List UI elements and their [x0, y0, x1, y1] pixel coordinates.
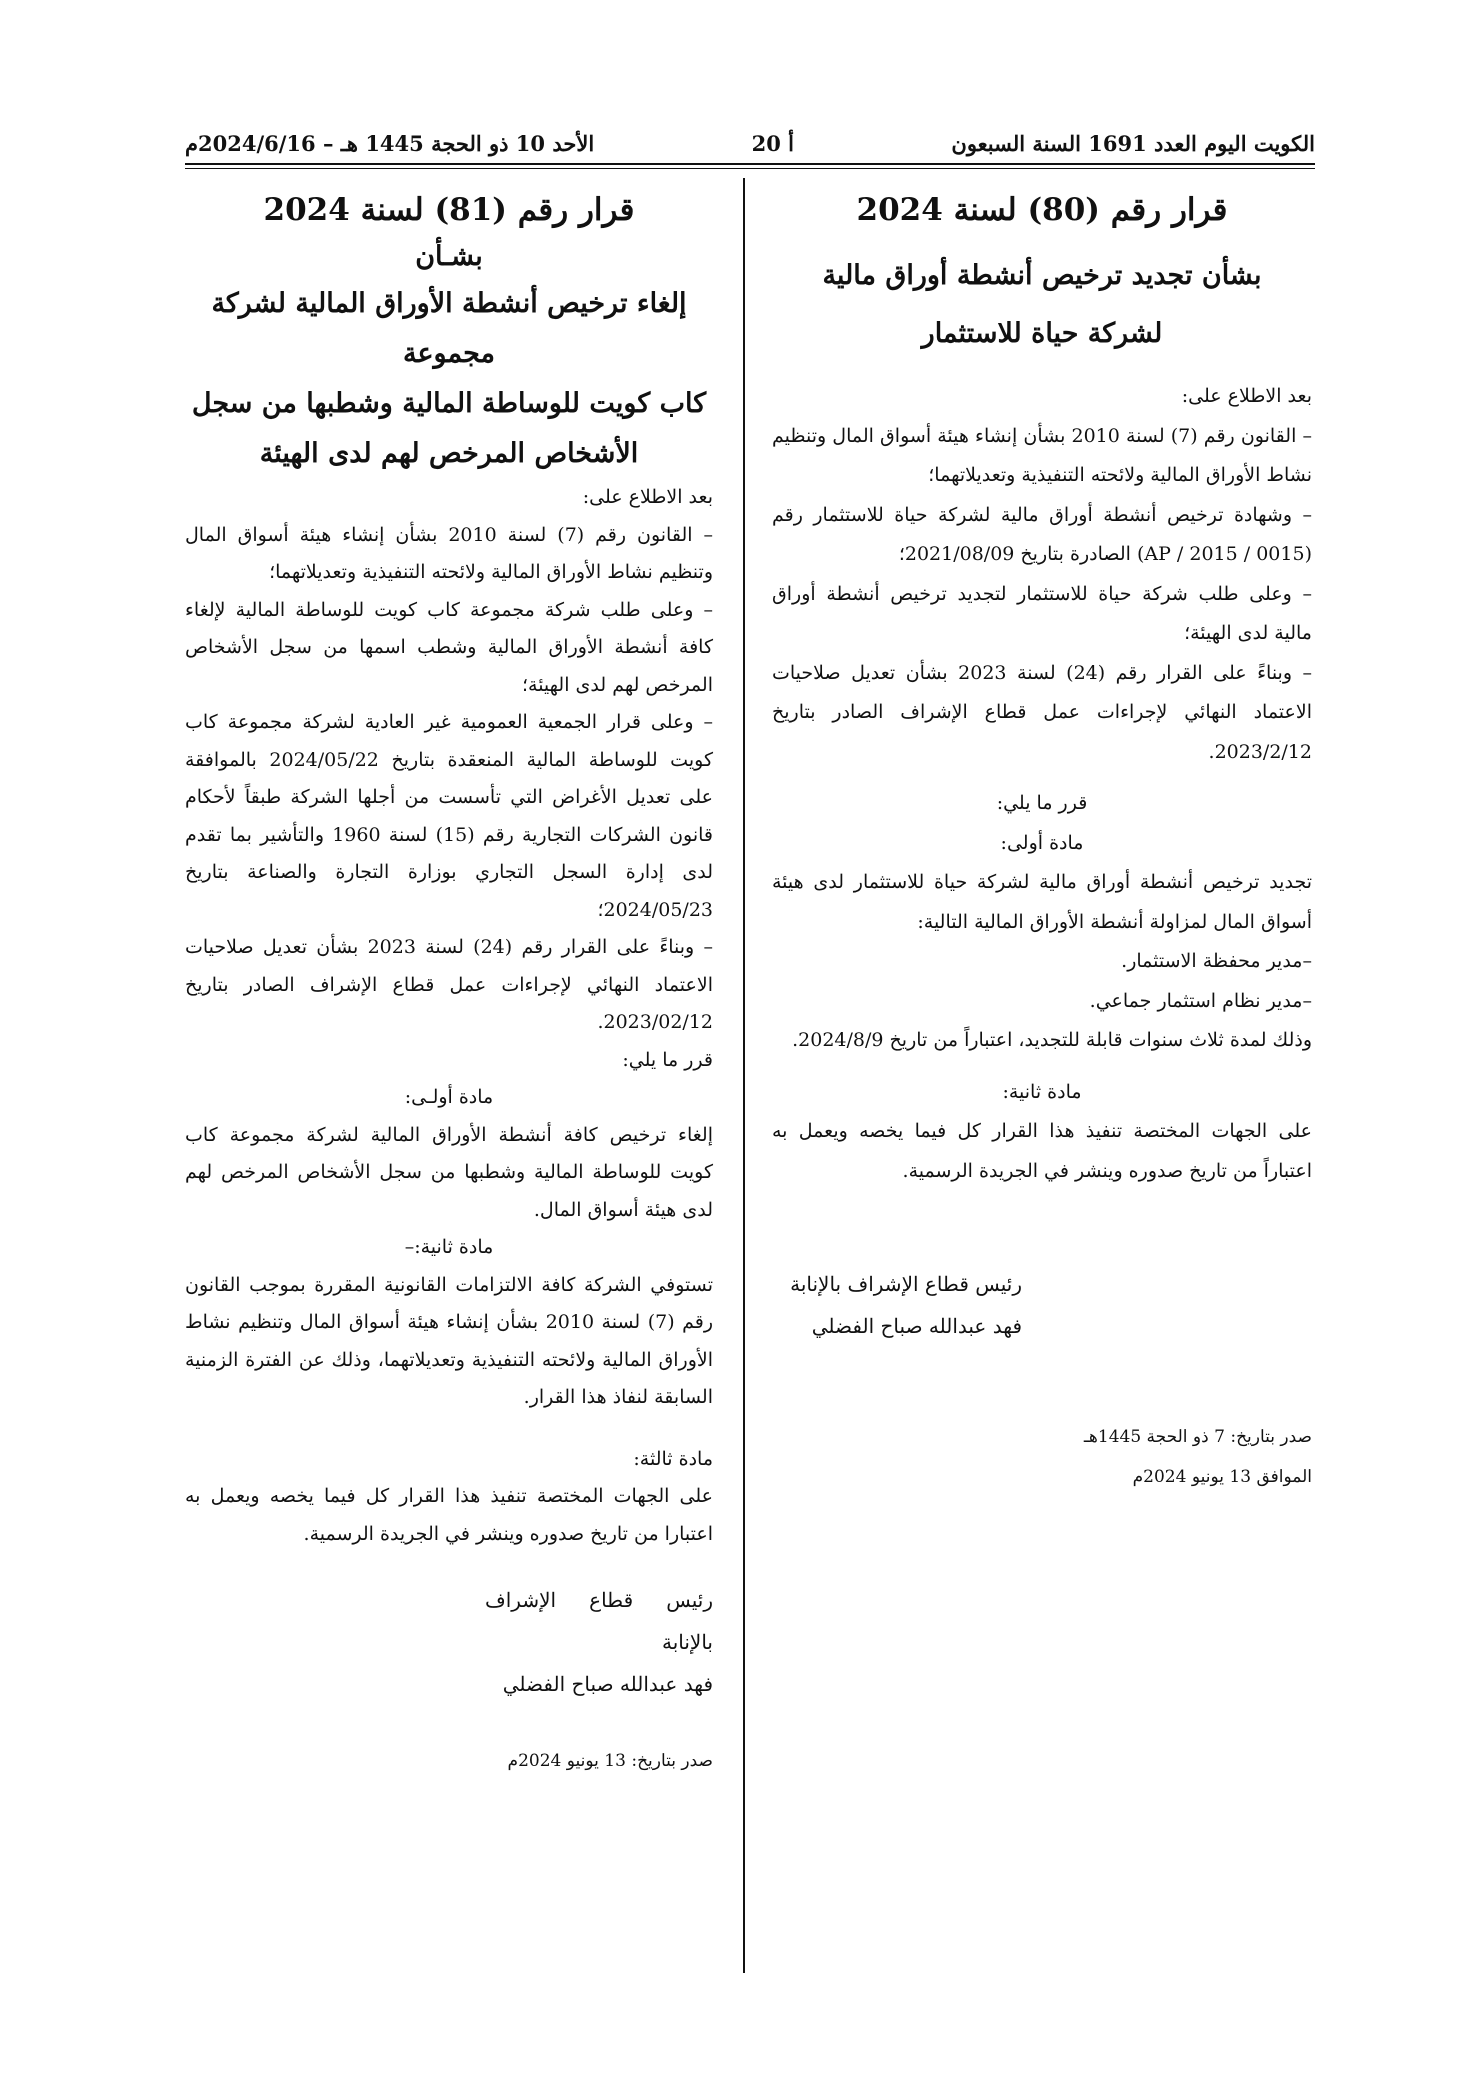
header-rule-thick	[185, 163, 1315, 165]
decision-81-intro: بعد الاطلاع على:	[582, 486, 713, 508]
gazette-issue: الكويت اليوم العدد 1691 السنة السبعون	[951, 131, 1315, 156]
decision-80-item-2: –مدير نظام استثمار جماعي.	[1089, 989, 1312, 1012]
decision-81-article-2-text: تستوفي الشركة كافة الالتزامات القانونية المقررة بموجب القانون رقم (7) لسنة 2010 بشأن إنشاء هيئة أسواق المال وتنظيم نشاط الأوراق المالية ولائحته التنفيذية وتعديلاتهما، وذلك عن الفترة الزمنية السابقة لنفاذ هذا القرار.	[185, 1273, 714, 1408]
decision-80-intro: بعد الاطلاع على:	[1181, 385, 1312, 407]
decision-81-recital-4: – وبناءً على القرار رقم (24) لسنة 2023 بشأن تعديل صلاحيات الاعتماد النهائي لإجراءات عمل قطاع الإشراف الصادر بتاريخ 2023/02/12.	[185, 936, 714, 1033]
decision-80-article-2-text: على الجهات المختصة تنفيذ هذا القرار كل فيما يخصه ويعمل به اعتباراً من تاريخ صدوره وينشر في الجريدة الرسمية.	[772, 1120, 1312, 1182]
decision-80-signature	[772, 1263, 1022, 1347]
decision-81-article-3-title: مادة ثالثة:	[633, 1447, 713, 1470]
decision-81-recital-1: – القانون رقم (7) لسنة 2010 بشأن إنشاء هيئة أسواق المال وتنظيم نشاط الأوراق المالية ولائحته التنفيذية وتعديلاتهما؛	[185, 523, 713, 583]
issue-date: الأحد 10 ذو الحجة 1445 هـ – 2024/6/16م	[185, 131, 595, 156]
decision-80-signatory-name: فهد عبدالله صباح الفضلي	[811, 1314, 1022, 1338]
decision-81-recital-3: – وعلى قرار الجمعية العمومية غير العادية لشركة مجموعة كاب كويت للوساطة المالية المنعقدة بتاريخ 2024/05/22 بالموافقة على تعديل الأغراض التي تأسست من أجلها الشركة طبقاً لأحكام قانون الشركات التجارية رقم (15) لسنة 1960 والتأشير بما تقدم لدى إدارة السجل التجاري بوزارة التجارة والصناعة بتاريخ 2024/05/23؛	[185, 711, 714, 921]
column-divider	[743, 178, 745, 1973]
decision-81-recital-2: – وعلى طلب شركة مجموعة كاب كويت للوساطة المالية لإلغاء كافة أنشطة الأوراق المالية وشطب اسمها من سجل الأشخاص المرخص لهم لدى الهيئة؛	[185, 598, 713, 696]
decision-81-decided: قرر ما يلي:	[622, 1048, 713, 1071]
decision-81-signatory-name: فهد عبدالله صباح الفضلي	[502, 1672, 713, 1696]
decision-80-recital-4: – وبناءً على القرار رقم (24) لسنة 2023 بشأن تعديل صلاحيات الاعتماد النهائي لإجراءات عمل قطاع الإشراف الصادر بتاريخ 2023/2/12.	[772, 661, 1313, 763]
decision-81-article-3-text: على الجهات المختصة تنفيذ هذا القرار كل فيما يخصه ويعمل به اعتبارا من تاريخ صدوره وينشر في الجريدة الرسمية.	[185, 1485, 713, 1545]
decision-81-article-2-title: مادة ثانية:–	[404, 1236, 494, 1258]
decision-80	[772, 185, 1312, 1497]
decision-81-article-1-text: إلغاء ترخيص كافة أنشطة الأوراق المالية لشركة مجموعة كاب كويت للوساطة المالية وشطبها من سجل الأشخاص المرخص لهم لدى هيئة أسواق المال.	[185, 1123, 713, 1221]
decision-80-item-1: –مدير محفظة الاستثمار.	[1121, 950, 1312, 972]
decision-80-article-1-title: مادة أولى:	[1000, 831, 1084, 854]
decision-80-issued-hijri: صدر بتاريخ: 7 ذو الحجة 1445هـ	[1083, 1427, 1312, 1447]
decision-81-subject-line-3: الأشخاص المرخص لهم لدى الهيئة	[259, 438, 639, 469]
header-rule-thin	[185, 168, 1315, 169]
decision-80-subject-line-2: لشركة حياة للاستثمار	[921, 318, 1163, 349]
decision-80-decided: قرر ما يلي:	[996, 792, 1088, 814]
decision-81-subject-line-2: كاب كويت للوساطة المالية وشطبها من سجل	[191, 388, 707, 419]
page-header	[185, 120, 1315, 156]
page-number: أ 20	[751, 131, 794, 156]
decision-80-article-2-title: مادة ثانية:	[1002, 1080, 1082, 1103]
decision-80-recital-1: – القانون رقم (7) لسنة 2010 بشأن إنشاء هيئة أسواق المال وتنظيم نشاط الأوراق المالية ولائحته التنفيذية وتعديلاتهما؛	[772, 424, 1312, 486]
decision-81-title: قرار رقم (81) لسنة 2024	[263, 192, 635, 228]
decision-81-signatory-role: رئيس قطاع الإشراف بالإنابة	[485, 1588, 713, 1654]
decision-80-subject-line-1: بشأن تجديد ترخيص أنشطة أوراق مالية	[822, 260, 1262, 291]
decision-81	[185, 185, 713, 1781]
decision-81-article-1-title: مادة أولـى:	[404, 1086, 494, 1108]
decision-81-issued: صدر بتاريخ: 13 يونيو 2024م	[507, 1751, 713, 1771]
decision-80-issued	[772, 1417, 1312, 1497]
decision-81-subject-line-1: إلغاء ترخيص أنشطة الأوراق المالية لشركة مجموعة	[211, 288, 687, 369]
decision-80-signatory-role: رئيس قطاع الإشراف بالإنابة	[790, 1272, 1022, 1296]
decision-80-article-1-text: تجديد ترخيص أنشطة أوراق مالية لشركة حياة للاستثمار لدى هيئة أسواق المال لمزاولة أنشطة الأوراق المالية التالية:	[772, 871, 1312, 933]
decision-80-recital-3: – وعلى طلب شركة حياة للاستثمار لتجديد ترخيص أنشطة أوراق مالية لدى الهيئة؛	[772, 582, 1312, 644]
decision-80-recital-2: – وشهادة ترخيص أنشطة أوراق مالية لشركة حياة للاستثمار رقم (0015 / 2015 / AP) الصادرة بتاريخ 2021/08/09؛	[772, 503, 1312, 565]
decision-80-issued-gregorian: الموافق 13 يونيو 2024م	[1132, 1467, 1312, 1487]
decision-81-signature	[485, 1579, 713, 1705]
decision-80-title: قرار رقم (80) لسنة 2024	[856, 192, 1228, 228]
decision-80-article-1-tail: وذلك لمدة ثلاث سنوات قابلة للتجديد، اعتباراً من تاريخ 2024/8/9.	[792, 1029, 1312, 1051]
decision-81-regarding: بشـأن	[415, 241, 483, 272]
